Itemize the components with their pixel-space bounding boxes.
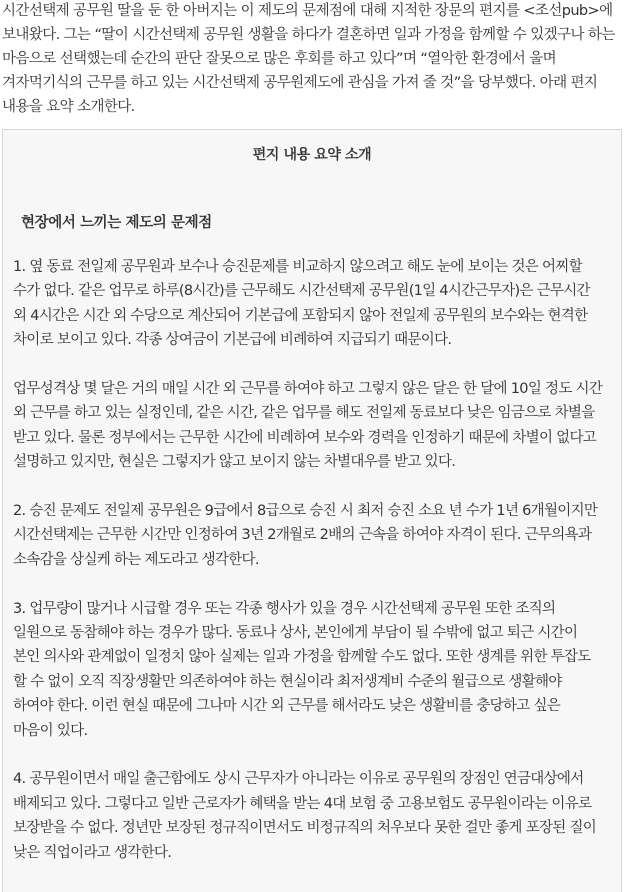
paragraph-3: 3. 업무량이 많거나 시급할 경우 또는 각종 행사가 있을 경우 시간선택제 공무원 또한 조직의 일원으로 동참해야 하는 경우가 많다. 동료나 상사, 본인에게 부담이 될 수밖에 없고 퇴근 시간이 본인 의사와 관계없이 일정치 않아 실제는 일과 가정을 함께할 수도 없다. 또한 생계를 위한 투잡도 할 수 없이 오직 직장생활만 의존하여야 하는 현실이라 최저생계비 수준의 월급으로 생활해야 하여야 한다. 이런 현실 때문에 그나마 시간 외 근무를 해서라도 낮은 생활비를 충당하고 싶은 마음이 있다. xyxy=(13,600,591,739)
paragraph-2: 2. 승진 문제도 전일제 공무원은 9급에서 8급으로 승진 시 최저 승진 소요 년 수가 1년 6개월이지만 시간선택제는 근무한 시간만 인정하여 3년 2개월로 2배의 근속을 하여야 자격이 된다. 근무의욕과 소속감을 상실케 하는 제도라고 생각한다. xyxy=(13,503,598,568)
letter-summary-box xyxy=(2,129,622,892)
summary-content xyxy=(13,255,603,889)
section-heading: 현장에서 느끼는 제도의 문제점 xyxy=(21,215,212,231)
paragraph-4: 4. 공무원이면서 매일 출근함에도 상시 근무자가 아니라는 이유로 공무원의 장점인 연금대상에서 배제되고 있다. 그렇다고 일반 근로자가 혜택을 받는 4대 보험 중 고용보험도 공무원이라는 이유로 보장받을 수 없다. 정년만 보장된 정규직이면서도 비정규직의 처우보다 못한 걸만 좋게 포장된 질이 낮은 직업이라고 생각한다. xyxy=(13,771,597,861)
intro-paragraph: 시간선택제 공무원 딸을 둔 한 아버지는 이 제도의 문제점에 대해 지적한 장문의 편지를 <조선pub>에 보내왔다. 그는 “딸이 시간선택제 공무원 생활을 하다가 결혼하면 일과 가정을 함께할 수 있겠구나 하는 마음으로 선택했는데 순간의 판단 잘못으로 많은 후회를 하고 있다”며 “열악한 환경에서 울며 겨자먹기식의 근무를 하고 있는 시간선택제 공무원제도에 관심을 가져 줄 것”을 당부했다. 아래 편지 내용을 요약 소개한다. xyxy=(2,3,615,115)
paragraph-1-continued: 업무성격상 몇 달은 거의 매일 시간 외 근무를 하여야 하고 그렇지 않은 달은 한 달에 10일 정도 시간 외 근무를 하고 있는 실정인데, 같은 시간, 같은 업무를 해도 전일제 동료보다 낮은 임금으로 차별을 받고 있다. 물론 정부에서는 근무한 시간에 비례하여 보수와 경력을 인정하기 때문에 차별이 없다고 설명하고 있지만, 현실은 그렇지가 않고 보이지 않는 차별대우를 받고 있다. xyxy=(13,381,603,471)
paragraph-1: 1. 옆 동료 전일제 공무원과 보수나 승진문제를 비교하지 않으려고 해도 눈에 보이는 것은 어찌할 수가 없다. 같은 업무로 하루(8시간)를 근무해도 시간선택제 공무원(1일 4시간근무자)은 근무시간 외 4시간은 시간 외 수당으로 계산되어 기본급에 포함되지 않아 전일제 공무원의 보수와는 현격한 차이로 보이고 있다. 각종 상여금이 기본급에 비례하여 지급되기 때문이다. xyxy=(13,259,590,349)
summary-box-title: 편지 내용 요약 소개 xyxy=(252,147,372,163)
